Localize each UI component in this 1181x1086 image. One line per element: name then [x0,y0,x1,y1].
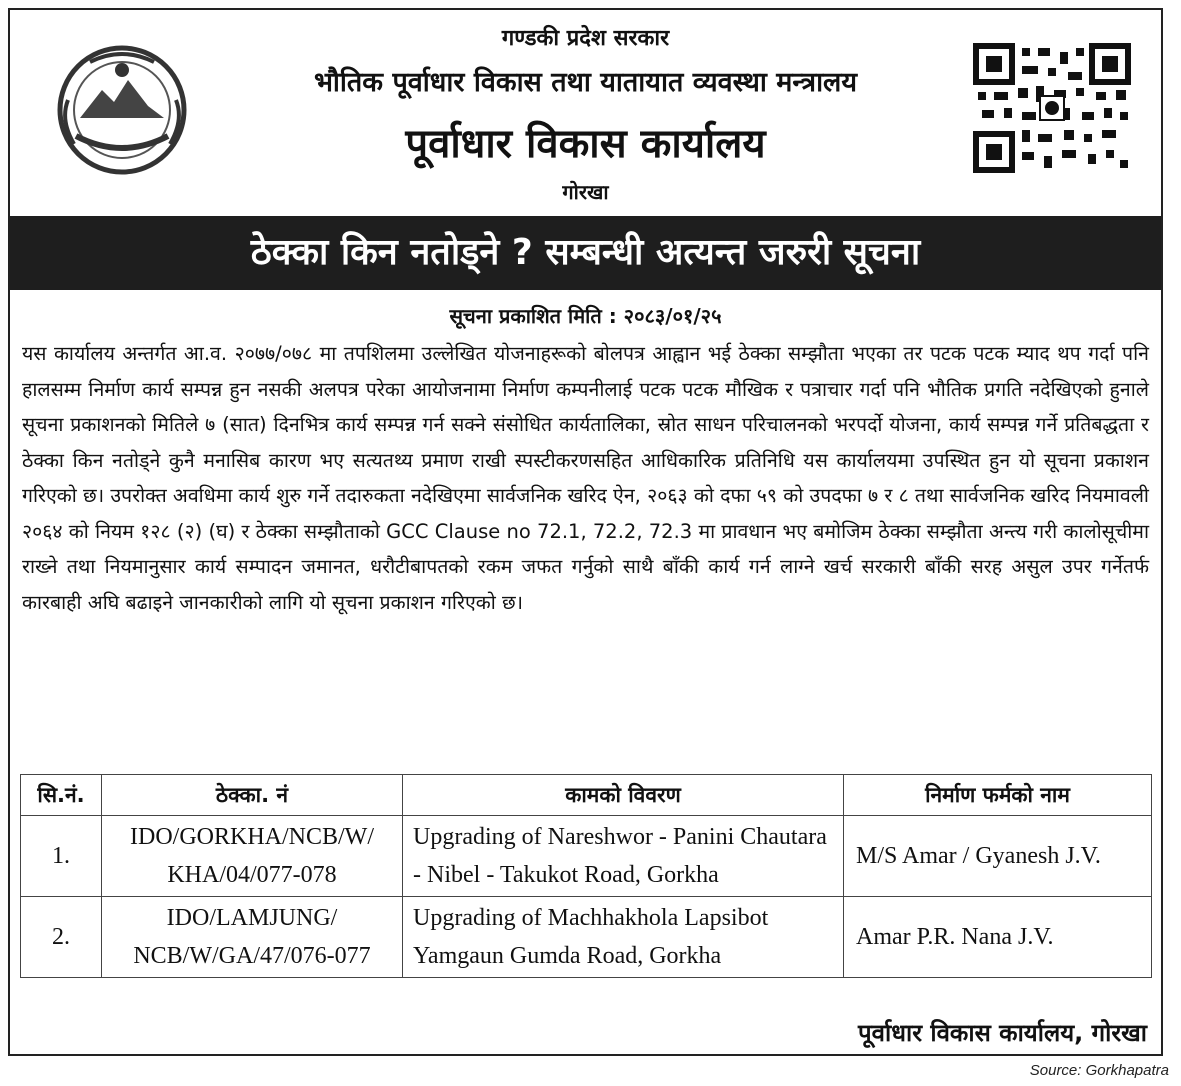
published-date: सूचना प्रकाशित मिति : २०८३/०१/२५ [449,304,722,328]
notice-title: ठेक्का किन नतोड्ने ? सम्बन्धी अत्यन्त जरुरी सूचना [10,216,1161,290]
government-name: गण्डकी प्रदेश सरकार [501,26,670,51]
table-row [21,897,1152,978]
header-contract-no: ठेक्का. नं [102,775,403,816]
notice-frame [8,8,1163,1056]
notice-header [10,10,1161,218]
table-row [21,816,1152,897]
work-description: Upgrading of Nareshwor - Panini Chautara - Nibel - Takukot Road, Gorkha [403,816,844,897]
serial-number: 2. [21,897,102,978]
source-credit: Source: Gorkhapatra [1029,1062,1169,1079]
district-name: गोरखा [562,180,609,204]
firm-name: Amar P.R. Nana J.V. [844,897,1152,978]
office-signature: पूर्वाधार विकास कार्यालय, गोरखा [858,1019,1147,1047]
serial-number: 1. [21,816,102,897]
work-description: Upgrading of Machhakhola Lapsibot Yamgaun Gumda Road, Gorkha [403,897,844,978]
header-firm-name: निर्माण फर्मको नाम [844,775,1152,816]
table-header-row [21,775,1152,816]
firm-name: M/S Amar / Gyanesh J.V. [844,816,1152,897]
contract-number: IDO/LAMJUNG/ NCB/W/GA/47/076-077 [102,897,403,978]
qr-code-icon[interactable] [972,42,1132,174]
header-work-description: कामको विवरण [403,775,844,816]
contract-table [20,774,1152,978]
header-serial: सि.नं. [21,775,102,816]
ministry-name: भौतिक पूर्वाधार विकास तथा यातायात व्यवस्था मन्त्रालय [313,67,858,98]
contract-number: IDO/GORKHA/NCB/W/ KHA/04/077-078 [102,816,403,897]
office-name: पूर्वाधार विकास कार्यालय [405,121,766,167]
notice-body: यस कार्यालय अन्तर्गत आ.व. २०७७/०७८ मा तपशिलमा उल्लेखित योजनाहरूको बोलपत्र आह्वान भई ठेक्का सम्झौता भएका तर पटक पटक म्याद थप गर्दा पनि हालसम्म निर्माण कार्य सम्पन्न हुन नसकी अलपत्र परेका आयोजनामा निर्माण कम्पनीलाई पटक पटक मौखिक र पत्राचार गर्दा पनि भौतिक प्रगति नदेखिएको हुनाले सूचना प्रकाशनको मितिले ७ (सात) दिनभित्र कार्य सम्पन्न गर्न सक्ने संसोधित कार्यतालिका, स्रोत साधन परिचालनको भरपर्दो योजना, कार्य सम्पन्न गर्ने प्रतिबद्धता र ठेक्का किन नतोड्ने कुनै मनासिब कारण भए सत्यतथ्य प्रमाण राखी स्पस्टीकरणसहित आधिकारिक प्रतिनिधि यस कार्यालयमा उपस्थित हुन यो सूचना प्रकाशन गरिएको छ। उपरोक्त अवधिमा कार्य शुरु गर्ने तदारुकता नदेखिएमा सार्वजनिक खरिद ऐन, २०६३ को दफा ५९ को उपदफा ७ र ८ तथा सार्वजनिक खरिद नियमावली २०६४ को नियम १२८ (२) (घ) र ठेक्का सम्झौताको GCC Clause no 72.1, 72.2, 72.3 मा प्रावधान भए बमोजिम ठेक्का सम्झौता अन्त्य गरी कालोसूचीमा राख्ने तथा नियमानुसार कार्य सम्पादन जमानत, धरौटीबापतको रकम जफत गर्नुको साथै बाँकी कार्य गर्न लाग्ने खर्च सरकारी बाँकी सरह असुल उपर गर्नेतर्फ कारबाही अघि बढाइने जानकारीको लागि यो सूचना प्रकाशन गरिएको छ। [22,342,1149,614]
